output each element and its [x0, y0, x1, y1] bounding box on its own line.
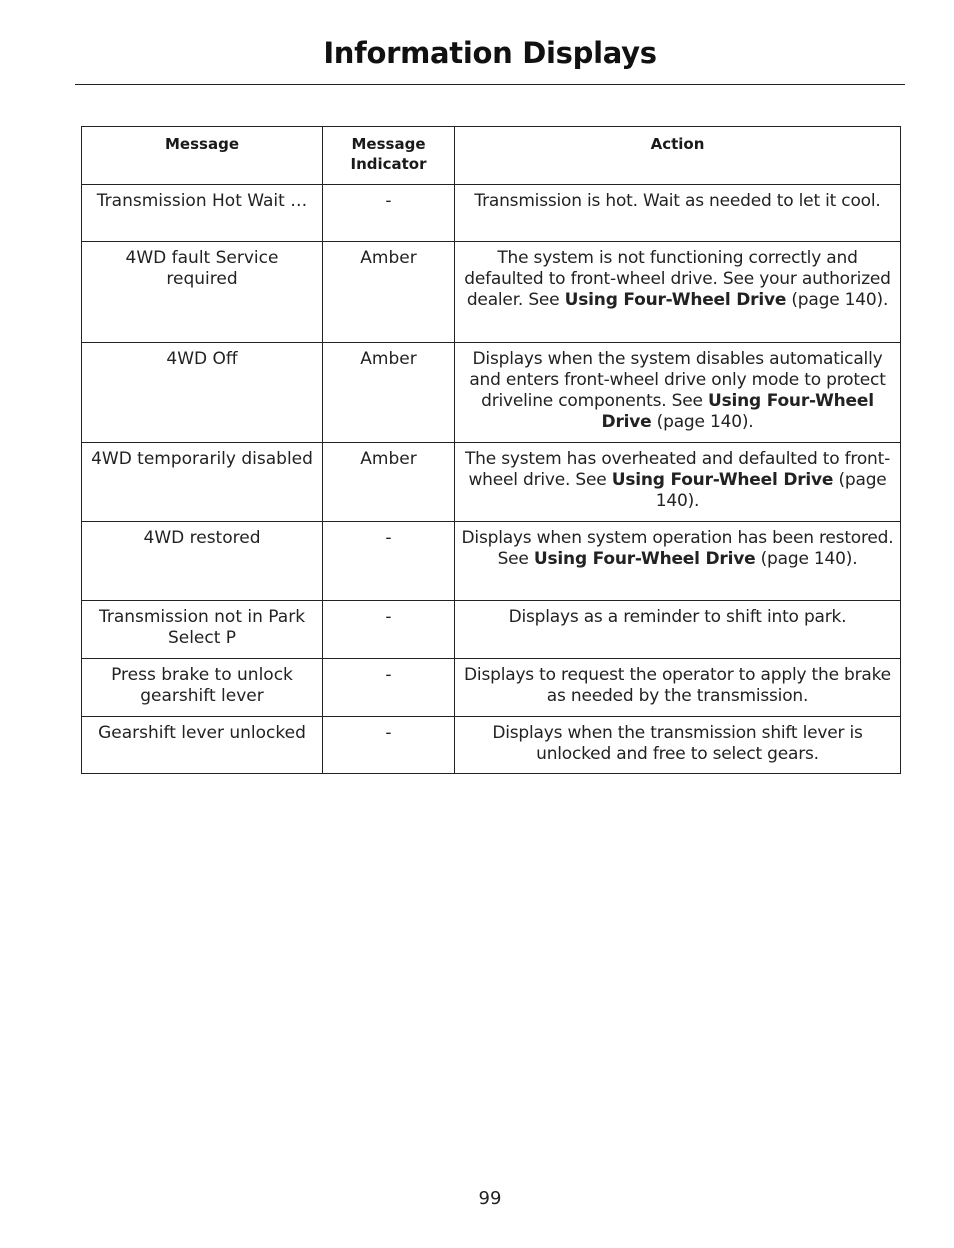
cross-reference-link[interactable]: Using Four-Wheel Drive	[564, 290, 787, 310]
page-title: Information Displays	[323, 36, 657, 70]
indicator-cell: -	[323, 522, 455, 601]
table-row	[82, 242, 901, 343]
message-cell: Gearshift lever unlocked	[82, 717, 323, 774]
action-cell	[455, 343, 901, 443]
action-cell	[455, 717, 901, 774]
table-row	[82, 443, 901, 522]
action-text: Displays as a reminder to shift into park.	[508, 607, 847, 627]
table-row	[82, 601, 901, 659]
column-header-indicator: Message Indicator	[323, 127, 455, 185]
page-reference: (page 140).	[755, 549, 858, 569]
action-text: Displays when the system disables automatically and enters front-wheel drive only mode to protect driveline components. See	[469, 349, 886, 411]
message-cell: 4WD fault Service required	[82, 242, 323, 343]
cross-reference-link[interactable]: Using Four-Wheel Drive	[533, 549, 756, 569]
cross-reference-link[interactable]: Using Four-Wheel Drive	[601, 391, 874, 432]
indicator-cell: -	[323, 601, 455, 659]
messages-table	[81, 126, 901, 774]
indicator-cell: Amber	[323, 242, 455, 343]
table-row	[82, 659, 901, 717]
indicator-cell: Amber	[323, 343, 455, 443]
title-divider	[75, 84, 905, 85]
table-row	[82, 522, 901, 601]
table-row	[82, 343, 901, 443]
action-text: Displays when system operation has been restored. See	[461, 528, 894, 569]
action-cell	[455, 659, 901, 717]
message-cell: 4WD restored	[82, 522, 323, 601]
message-cell: 4WD Off	[82, 343, 323, 443]
page-reference: (page 140).	[651, 412, 754, 432]
indicator-cell: Amber	[323, 443, 455, 522]
action-text: The system is not functioning correctly and defaulted to front-wheel drive. See your authorized dealer. See	[464, 248, 891, 310]
column-header-message: Message	[82, 127, 323, 185]
table-row	[82, 185, 901, 242]
table-header-row	[82, 127, 901, 185]
indicator-cell: -	[323, 717, 455, 774]
message-cell: Transmission Hot Wait …	[82, 185, 323, 242]
action-cell	[455, 601, 901, 659]
message-cell: Transmission not in Park Select P	[82, 601, 323, 659]
page-number: 99	[478, 1188, 502, 1209]
indicator-cell: -	[323, 659, 455, 717]
message-cell: Press brake to unlock gearshift lever	[82, 659, 323, 717]
action-cell	[455, 185, 901, 242]
table-row	[82, 717, 901, 774]
page-reference: (page 140).	[655, 470, 887, 511]
page-reference: (page 140).	[786, 290, 889, 310]
action-text: Displays when the transmission shift lever is unlocked and free to select gears.	[492, 723, 863, 764]
indicator-cell: -	[323, 185, 455, 242]
action-cell	[455, 443, 901, 522]
action-text: Displays to request the operator to apply the brake as needed by the transmission.	[464, 665, 891, 706]
column-header-action: Action	[455, 127, 901, 185]
action-text: The system has overheated and defaulted to front-wheel drive. See	[464, 449, 891, 490]
cross-reference-link[interactable]: Using Four-Wheel Drive	[611, 470, 834, 490]
action-cell	[455, 242, 901, 343]
action-cell	[455, 522, 901, 601]
message-cell: 4WD temporarily disabled	[82, 443, 323, 522]
action-text: Transmission is hot. Wait as needed to let it cool.	[474, 191, 881, 211]
